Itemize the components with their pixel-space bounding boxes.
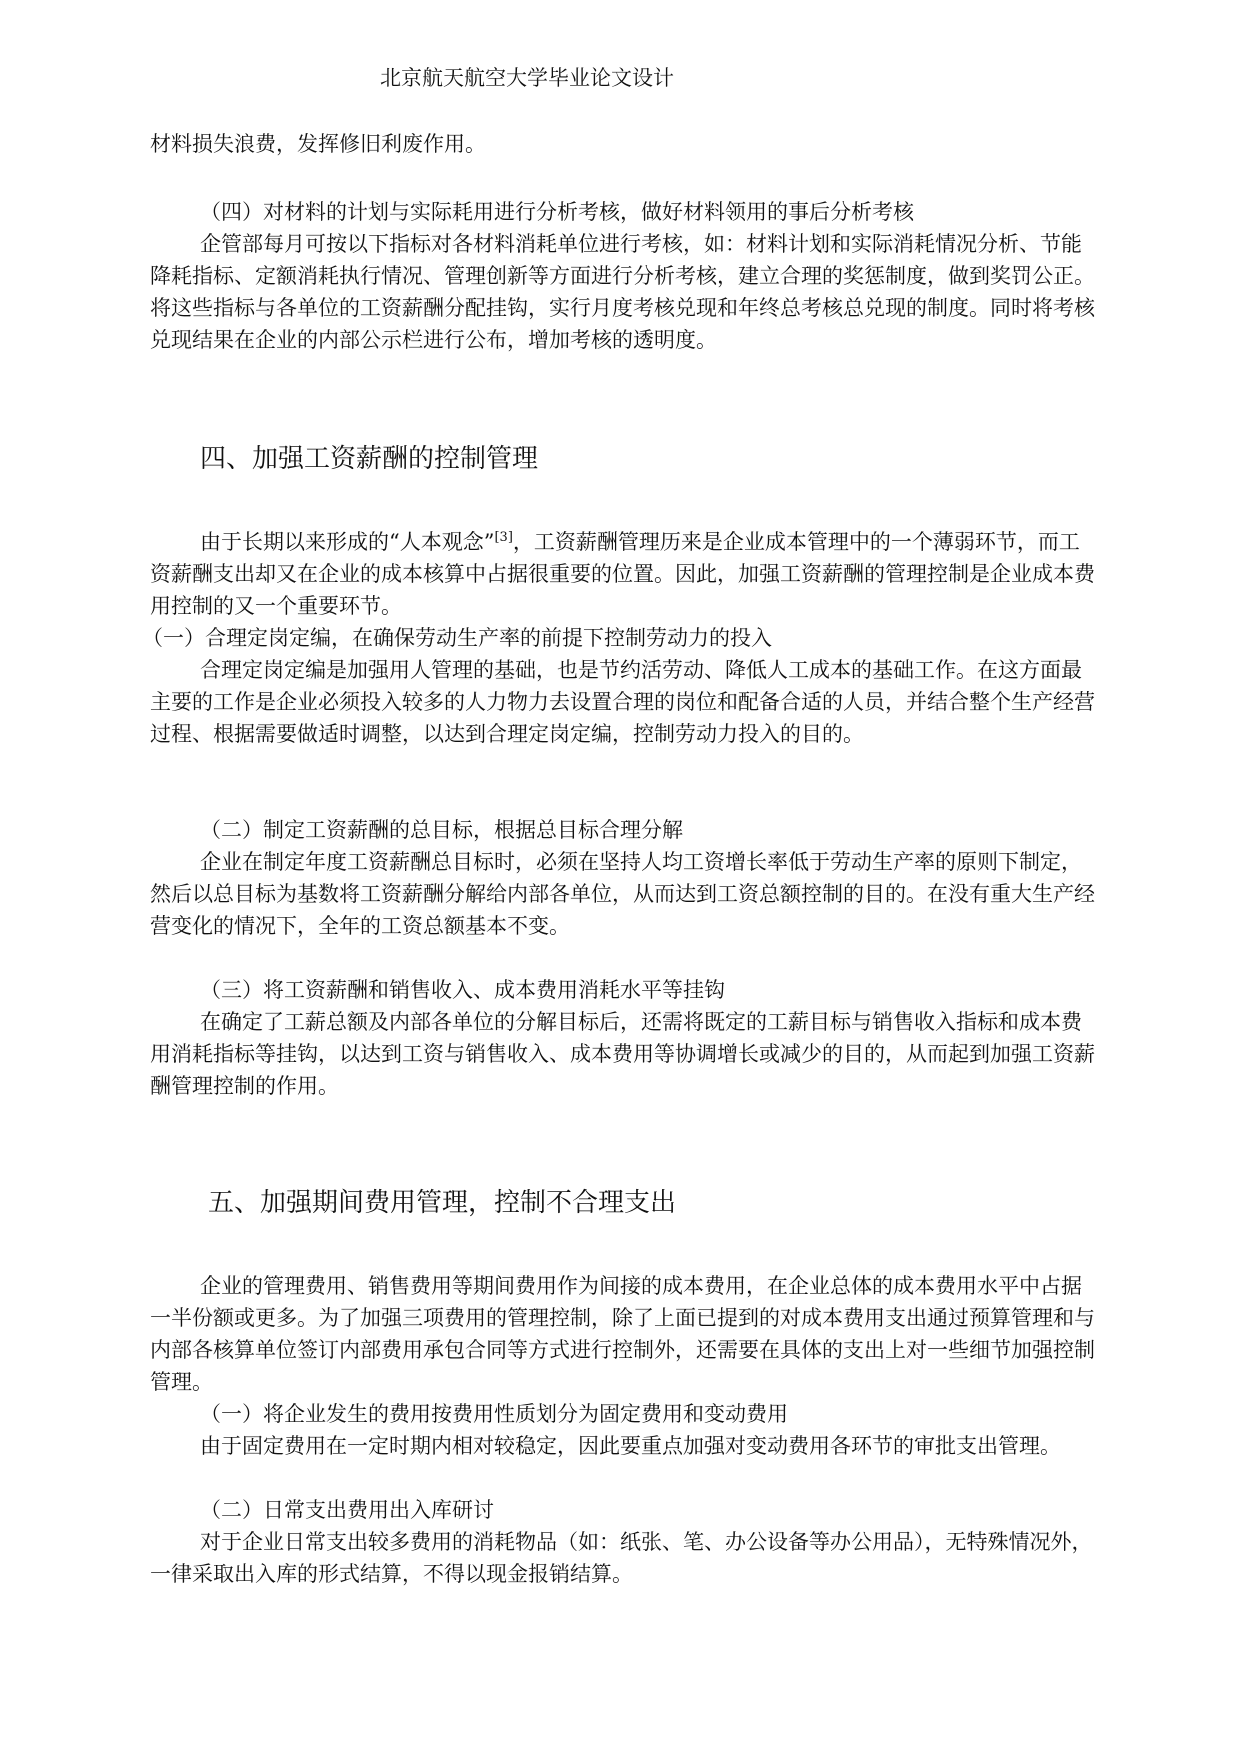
section-heading: 五、加强期间费用管理，控制不合理支出 [208, 1188, 677, 1218]
subsection-heading: （二）日常支出费用出入库研讨 [200, 1498, 494, 1522]
paragraph: 企业在制定年度工资薪酬总目标时，必须在坚持人均工资增长率低于劳动生产率的原则下制定，然后以总目标为基数将工资薪酬分解给内部各单位，从而达到工资总额控制的目的。在没有重大生产经营变化的情况下，全年的工资总额基本不变。 [150, 850, 1095, 938]
citation-ref: [3] [494, 530, 513, 545]
subsection-heading: （一）合理定岗定编，在确保劳动生产率的前提下控制劳动力的投入 [142, 626, 772, 650]
paragraph: 企业的管理费用、销售费用等期间费用作为间接的成本费用，在企业总体的成本费用水平中占据一半份额或更多。为了加强三项费用的管理控制，除了上面已提到的对成本费用支出通过预算管理和与内部各核算单位签订内部费用承包合同等方式进行控制外，还需要在具体的支出上对一些细节加强控制管理。 [150, 1274, 1095, 1394]
subsection-heading: （二）制定工资薪酬的总目标，根据总目标合理分解 [200, 818, 683, 842]
page-header: 北京航天航空大学毕业论文设计 [380, 66, 674, 90]
paragraph-text: ，工资薪酬管理历来是企业成本管理中的一个薄弱环节，而工资薪酬支出却又在企业的成本核算中占据很重要的位置。因此，加强工资薪酬的管理控制是企业成本费用控制的又一个重要环节。 [150, 530, 1095, 618]
paragraph [150, 526, 1096, 622]
subsection-heading: （四）对材料的计划与实际耗用进行分析考核，做好材料领用的事后分析考核 [200, 200, 914, 224]
paragraph: 对于企业日常支出较多费用的消耗物品（如：纸张、笔、办公设备等办公用品），无特殊情况外，一律采取出入库的形式结算，不得以现金报销结算。 [150, 1530, 1093, 1586]
subsection-heading: （一）将企业发生的费用按费用性质划分为固定费用和变动费用 [200, 1402, 788, 1426]
paragraph: 合理定岗定编是加强用人管理的基础，也是节约活劳动、降低人工成本的基础工作。在这方面最主要的工作是企业必须投入较多的人力物力去设置合理的岗位和配备合适的人员，并结合整个生产经营过程、根据需要做适时调整，以达到合理定岗定编，控制劳动力投入的目的。 [150, 658, 1095, 746]
paragraph-text: 由于长期以来形成的“人本观念” [200, 530, 495, 554]
section-heading: 四、加强工资薪酬的控制管理 [200, 444, 539, 474]
paragraph: 材料损失浪费，发挥修旧利废作用。 [150, 132, 486, 156]
paragraph: 在确定了工薪总额及内部各单位的分解目标后，还需将既定的工薪目标与销售收入指标和成本费用消耗指标等挂钩，以达到工资与销售收入、成本费用等协调增长或减少的目的，从而起到加强工资薪酬管理控制的作用。 [150, 1010, 1095, 1098]
subsection-heading: （三）将工资薪酬和销售收入、成本费用消耗水平等挂钩 [200, 978, 725, 1002]
paragraph: 由于固定费用在一定时期内相对较稳定，因此要重点加强对变动费用各环节的审批支出管理。 [200, 1434, 1061, 1458]
paragraph: 企管部每月可按以下指标对各材料消耗单位进行考核，如：材料计划和实际消耗情况分析、节能降耗指标、定额消耗执行情况、管理创新等方面进行分析考核，建立合理的奖惩制度，做到奖罚公正。将这些指标与各单位的工资薪酬分配挂钩，实行月度考核兑现和年终总考核总兑现的制度。同时将考核兑现结果在企业的内部公示栏进行公布，增加考核的透明度。 [150, 232, 1095, 352]
